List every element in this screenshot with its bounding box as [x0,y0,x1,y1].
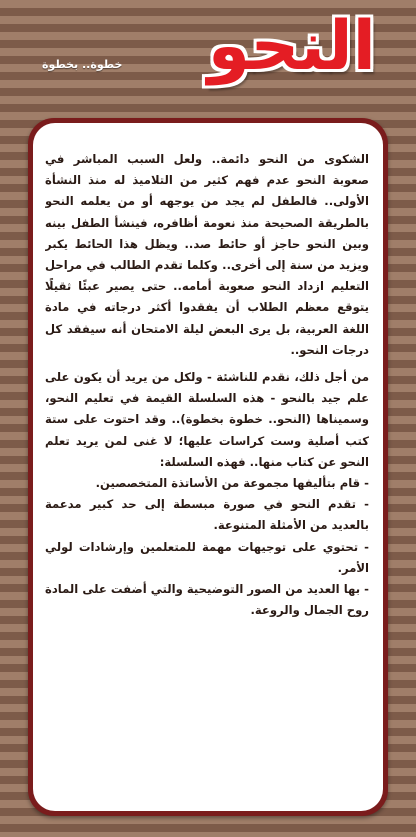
text-panel [28,118,388,816]
book-title: النحو [207,7,376,86]
list-item: - تقدم النحو في صورة مبسطة إلى حد كبير مدعمة بالعديد من الأمثلة المتنوعة. [45,497,369,533]
text-panel-inner [33,123,383,811]
list-item: - قام بتأليفها مجموعة من الأساتذة المتخصصين. [95,476,369,491]
list-item: - بها العديد من الصور التوضيحية والتي أضفت على المادة روح الجمال والروعة. [45,582,369,618]
paragraph-intro: الشكوى من النحو دائمة.. ولعل السبب المباشر في صعوبة النحو عدم فهم كثير من التلاميذ له منذ النشأة الأولى.. فالطفل لم يجد من يوجهه أو من يعلمه النحو بالطريقة الصحيحة منذ نعومة أظافره، فينشأ الطفل بينه وبين النحو حاجز أو حائط صد.. ويظل هذا الحائط يكبر ويزيد من سنة إلى أخرى.. وكلما تقدم الطالب في مراحل التعليم ازداد النحو صعوبة أمامه.. حتى يصير عبئًا ثقيلًا يتوقع معظم الطلاب أن يفقدوا أكثر درجاته في مادة اللغة العربية، بل يرى البعض ليلة الامتحان أنه سيفقد كل درجات النحو.. [45,152,369,357]
list-item: - تحتوي على توجيهات مهمة للمتعلمين وإرشادات لولي الأمر. [45,539,369,575]
paragraph-series: من أجل ذلك، نقدم للناشئة - ولكل من يريد أن يكون على علم جيد بالنحو - هذه السلسلة القيمة في تعليم النحو، وسميناها (النحو.. خطوة بخطوة).. وقد احتوت على ستة كتب أصلية وست كراسات عليها؛ لا غنى لمن يريد تعلم النحو عن كتاب منها.. فهذه السلسلة: [45,370,369,469]
book-subtitle: خطوة.. بخطوة [42,58,123,71]
description-text [45,149,369,803]
header [0,0,416,108]
